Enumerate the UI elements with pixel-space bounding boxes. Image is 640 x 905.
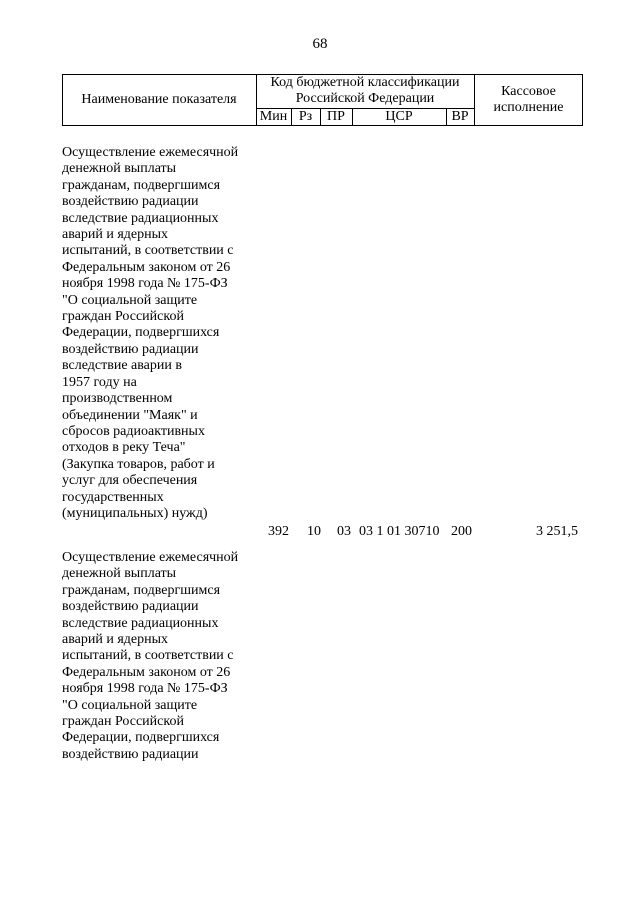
row-1-pr: 03 <box>337 524 351 539</box>
row-1-rz: 10 <box>307 524 321 539</box>
header-classification-line2: Российской Федерации <box>295 91 435 106</box>
header-rz: Рз <box>298 109 313 124</box>
row-1-description: Осуществление ежемесячной денежной выплаты гражданам, подвергшимся воздействию радиации вследствие радиационных аварий и ядерных испытаний, в соответствии с Федеральным законом от 26 ноября 1998 года № 175-ФЗ "О социальной защите граждан Российской Федерации, подвергшихся воздействию радиации вследствие аварии в 1957 году на производственном объединении "Маяк" и сбросов радиоактивных отходов в реку Теча" (Закупка товаров, работ и услуг для обеспечения государственных (муниципальных) нужд) <box>62 145 239 521</box>
header-csr: ЦСР <box>385 109 413 124</box>
row-1-csr: 03 1 01 30710 <box>359 524 440 539</box>
page-number: 68 <box>312 36 328 52</box>
row-2-description: Осуществление ежемесячной денежной выплаты гражданам, подвергшимся воздействию радиации вследствие радиационных аварий и ядерных испытаний, в соответствии с Федеральным законом от 26 ноября 1998 года № 175-ФЗ "О социальной защите граждан Российской Федерации, подвергшихся воздействию радиации <box>62 550 239 762</box>
row-1-min: 392 <box>268 524 289 539</box>
header-min: Мин <box>259 109 288 124</box>
header-pr: ПР <box>327 109 345 124</box>
header-execution-line1: Кассовое <box>501 84 556 99</box>
header-classification-line1: Код бюджетной классификации <box>270 75 460 90</box>
header-execution-line2: исполнение <box>493 100 564 115</box>
header-bottom-border <box>62 125 583 126</box>
header-vr: ВР <box>451 109 469 124</box>
header-name-column: Наименование показателя <box>81 92 237 107</box>
table-header <box>62 74 583 126</box>
row-1-vr: 200 <box>451 524 472 539</box>
row-1-amount: 3 251,5 <box>536 524 578 539</box>
